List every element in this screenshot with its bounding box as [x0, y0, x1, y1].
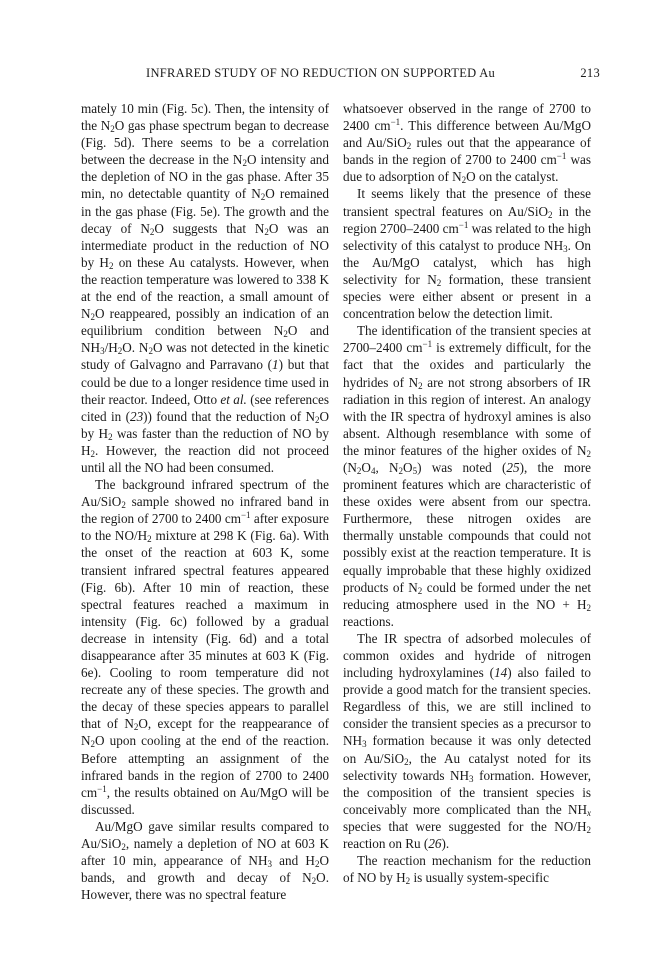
paragraph: whatsoever observed in the range of 2700 to 2400 $cm^{-1}$. This difference between Au/MgO and Au/SiO$_2$ rules out that the appearance of bands in the region of 2700 to 2400 $cm^{-1}$ was due to adsorption of $N_2O$ on the catalyst.: [343, 101, 591, 186]
paragraph: mately 10 min (Fig. 5c). Then, the intensity of the $N_2O$ gas phase spectrum began to decrease (Fig. 5d). There seems to be a correlation between the decrease in the $N_2O$ intensity and the depletion of NO in the gas phase. After 35 min, no detectable quantity of $N_2O$ remained in the gas phase (Fig. 5e). The growth and the decay of $N_2O$ suggests that $N_2O$ was an intermediate product in the reduction of NO by $H_2$ on these Au catalysts. However, when the reaction temperature was lowered to 338 K at the end of the reaction, a small amount of $N_2O$ reappeared, possibly an indication of an equilibrium condition between $N_2O$ and $NH_3/H_2O$. $N_2O$ was not detected in the kinetic study of Galvagno and Parravano (1) but that could be due to a longer residence time used in their reactor. Indeed, Otto et al. (see references cited in (23)) found that the reduction of $N_2O$ by $H_2$ was faster than the reduction of NO by $H_2$. However, the reaction did not proceed until all the NO had been consumed.: [81, 101, 329, 475]
paragraph: The IR spectra of adsorbed molecules of common oxides and hydride of nitrogen including hydroxylamines (14) also failed to provide a good match for the transient species. Regardless of this, we are still inclined to consider the transient species as a precursor to $NH_3$ formation because it was only detected on Au/SiO$_2$, the Au catalyst noted for its selectivity towards $NH_3$ formation. However, the composition of the transient species is conceivably more complicated than the $NH_x$ species that were suggested for the $NO/H_2$ reaction on Ru (26).: [343, 630, 591, 852]
paragraph: The background infrared spectrum of the Au/SiO$_2$ sample showed no infrared band in the region of 2700 to 2400 $cm^{-1}$ after exposure to the $NO/H_2$ mixture at 298 K (Fig. 6a). With the onset of the reaction at 603 K, some transient infrared spectral features appeared (Fig. 6b). After 10 min of reaction, these spectral features reached a maximum in intensity (Fig. 6c) followed by a gradual decrease in intensity (Fig. 6d) and a total disappearance after 35 minutes at 603 K (Fig. 6e). Cooling to room temperature did not recreate any of these species. The growth and the decay of these species appears to parallel that of $N_2O$, except for the reappearance of $N_2O$ upon cooling at the end of the reaction. Before attempting an assignment of the infrared bands in the region of 2700 to 2400 $cm^{-1}$, the results obtained on Au/MgO will be discussed.: [81, 477, 329, 817]
running-title: INFRARED STUDY OF NO REDUCTION ON SUPPORTED Au: [146, 66, 496, 80]
page-number: 213: [580, 66, 600, 80]
left-column: [81, 100, 329, 903]
paragraph: The identification of the transient species at 2700–2400 $cm^{-1}$ is extremely difficult, for the fact that the oxides and particularly the hydrides of $N_2$ are not strong absorbers of IR radiation in this region of interest. An analogy with the IR spectra of hydroxyl amines is also absent. Although resemblance with some of the minor features of the higher oxides of $N_2$ ($N_2O_4$, $N_2O_5$) was noted (25), the more prominent features which are characteristic of these oxides were absent from our spectra. Furthermore, these nitrogen oxides are thermally unstable compounds that could not possibly exist at the reaction temperature. It is equally improbable that these highly oxidized products of $N_2$ could be formed under the net reducing atmosphere used in the NO + $H_2$ reactions.: [343, 323, 591, 629]
paragraph: It seems likely that the presence of these transient spectral features on Au/SiO$_2$ in the region 2700–2400 $cm^{-1}$ was related to the high selectivity of this catalyst to produce $NH_3$. On the Au/MgO catalyst, which has high selectivity for $N_2$ formation, these transient species were either absent or present in a concentration below the detection limit.: [343, 186, 592, 322]
paragraph: Au/MgO gave similar results compared to Au/SiO$_2$, namely a depletion of NO at 603 K after 10 min, appearance of $NH_3$ and $H_2O$ bands, and growth and decay of $N_2O$. However, there was no spectral feature: [81, 818, 329, 903]
right-column: [343, 100, 591, 886]
running-header: [100, 66, 600, 86]
paragraph: The reaction mechanism for the reduction of NO by $H_2$ is usually system-specific: [343, 853, 591, 887]
